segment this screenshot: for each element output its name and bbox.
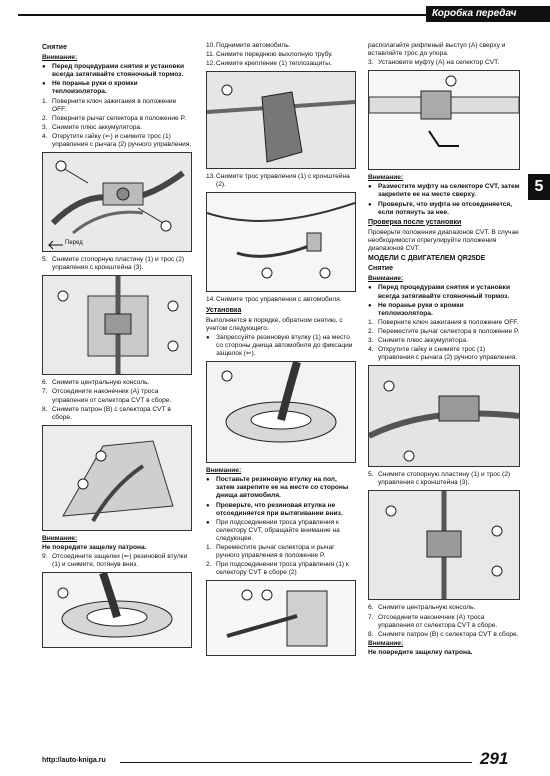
step: 2. Переместите рычаг селектора в положение P.	[368, 327, 520, 335]
step: 7. Отсоедините наконечник (A) троса управления от селектора CVT в сборе.	[42, 388, 172, 404]
bullet-item: ● При подсоединении троса управления к селектору CVT, обращайте внимание на следующее.	[206, 519, 356, 543]
bullet-item: ● Запрессуйте резиновую втулку (1) на место со стороны днища автомобиля до фиксации защелок (⇐).	[206, 334, 356, 358]
warning-label: Внимание:	[368, 174, 404, 182]
step: 3. Снимите плюс аккумулятора.	[42, 123, 142, 131]
figure-qr25de-lever	[368, 365, 520, 467]
column-1	[42, 42, 192, 652]
warning-item: ● Перед процедурами снятия и установки всегда затягивайте стояночный тормоз.	[42, 63, 192, 79]
heading-check: Проверка после установки	[368, 218, 462, 226]
step: 1. Поверните ключ зажигания в положение OFF.	[368, 318, 519, 326]
figure-heat-shield	[206, 71, 356, 169]
footer-url[interactable]: http://auto-kniga.ru	[42, 757, 106, 764]
figure-cable-lever	[42, 152, 192, 252]
page-number: 291	[480, 749, 509, 768]
figure-sleeve	[368, 70, 520, 170]
warning-label: Внимание:	[42, 534, 78, 542]
step: 5. Снимите стопорную пластину (1) и трос (2) управления с кронштейна (3).	[42, 256, 185, 272]
step: 14. Снимите трос управления с автомобиля.	[206, 296, 342, 304]
step: 13. Снимите трос управления (1) с кронштейна (2).	[206, 173, 350, 189]
step: 3. Снимите плюс аккумулятора.	[368, 336, 468, 344]
step: 11. Снимите переднюю выхлопную трубу.	[206, 51, 333, 59]
step: 8. Снимите патрон (B) с селектора CVT в сборе.	[368, 630, 519, 638]
step: 10. Поднимите автомобиль.	[206, 42, 291, 49]
figure-bracket	[206, 192, 356, 292]
figure-qr25de-plate	[368, 490, 520, 600]
step: 6. Снимите центральную консоль.	[368, 604, 476, 612]
figure-rubber-bushing	[42, 572, 192, 648]
figure-bushing-install	[206, 361, 356, 463]
figure-lock-plate	[42, 275, 192, 375]
figure-label-front: Перед	[65, 240, 83, 247]
step: 4. Открутите гайку (⇐) и снимите трос (1) управления с рычага (2) ручного управления.	[42, 132, 192, 149]
warning-label: Внимание:	[206, 467, 242, 475]
continued-text: располагайте рифленый выступ (A) сверху и вставляйте трос до упора.	[368, 42, 506, 58]
step: 6. Снимите центральную консоль.	[42, 379, 150, 387]
warning-item: ● Не поранье руки о кромки теплоизолятора.	[42, 80, 192, 96]
step: 9. Отсоедините защелки (⇐) резиновой втулки (1) и снимите, потянув вниз.	[42, 552, 188, 569]
step: 5. Снимите стопорную пластину (1) и трос (2) управления с кронштейна (3).	[368, 471, 511, 487]
warning-item: ● Проверьте, что резиновая втулка не отсоединяется при вытягивании вниз.	[206, 502, 356, 518]
heading-model: МОДЕЛИ С ДВИГАТЕЛЕМ QR25DE	[368, 255, 486, 263]
step: 12. Снимите крепление (1) теплозащиты.	[206, 60, 332, 68]
page-header	[0, 0, 550, 24]
figure-selector-cvt	[42, 425, 192, 531]
footer-rule	[120, 762, 472, 763]
warning-label: Внимание:	[368, 639, 404, 647]
heading-removal: Снятие	[368, 265, 393, 273]
step: 7. Отсоедините наконечник (A) троса управления от селектора CVT в сборе.	[368, 613, 498, 629]
step: 4. Открутите гайку и снимите трос (1) управления с рычага (2) ручного управления.	[368, 346, 518, 362]
warning-item: ● Проверьте, что муфта не отсоединяется, если потянуть за нее.	[368, 201, 520, 217]
column-3	[368, 42, 520, 658]
warning-label: Внимание:	[42, 54, 78, 62]
step: 8. Снимите патрон (B) с селектора CVT в сборе.	[42, 405, 171, 421]
chapter-tab: 5	[528, 174, 550, 200]
heading-install: Установка	[206, 306, 242, 314]
check-text: Проверьте положения диапазонов CVT. В случае необходимости отрегулируйте положения диапазонов CVT.	[368, 228, 519, 253]
warning-text: Не повредите защелку патрона.	[42, 543, 147, 551]
install-text: Выполняется в порядке, обратном снятию, с учетом следующего.	[206, 316, 343, 332]
step: 3. Установите муфту (A) на селектор CVT.	[368, 59, 500, 67]
step: 1. Переместите рычаг селектора и рычаг ручного управления в положение P.	[206, 543, 335, 560]
section-title: Коробка передач	[426, 6, 550, 22]
step: 2. Поверните рычаг селектора в положение P.	[42, 114, 186, 122]
warning-item: ● Поставьте резиновую втулку на пол, затем закрепите ее на месте со стороны днища автомобиля.	[206, 476, 356, 500]
warning-label: Внимание:	[368, 275, 404, 283]
header-rule	[18, 14, 428, 16]
warning-item: ● Перед процедурами снятия и установки всегда затягивайте стояночный тормоз.	[368, 284, 520, 300]
column-2	[206, 42, 356, 660]
warning-item: ● Не поранье руки о кромки теплоизолятора.	[368, 302, 520, 318]
step: 2. При подсоединении троса управления (1) к селектору CVT в сборе (2)	[206, 561, 349, 577]
warning-item: ● Разместите муфту на селекторе CVT, затем закрепите ее на месте сверху.	[368, 183, 520, 199]
step: 1. Поверните ключ зажигания в положение OFF.	[42, 97, 177, 113]
heading-removal: Снятие	[42, 44, 67, 51]
warning-text: Не повредите защелку патрона.	[368, 648, 473, 656]
figure-cable-connect	[206, 580, 356, 656]
